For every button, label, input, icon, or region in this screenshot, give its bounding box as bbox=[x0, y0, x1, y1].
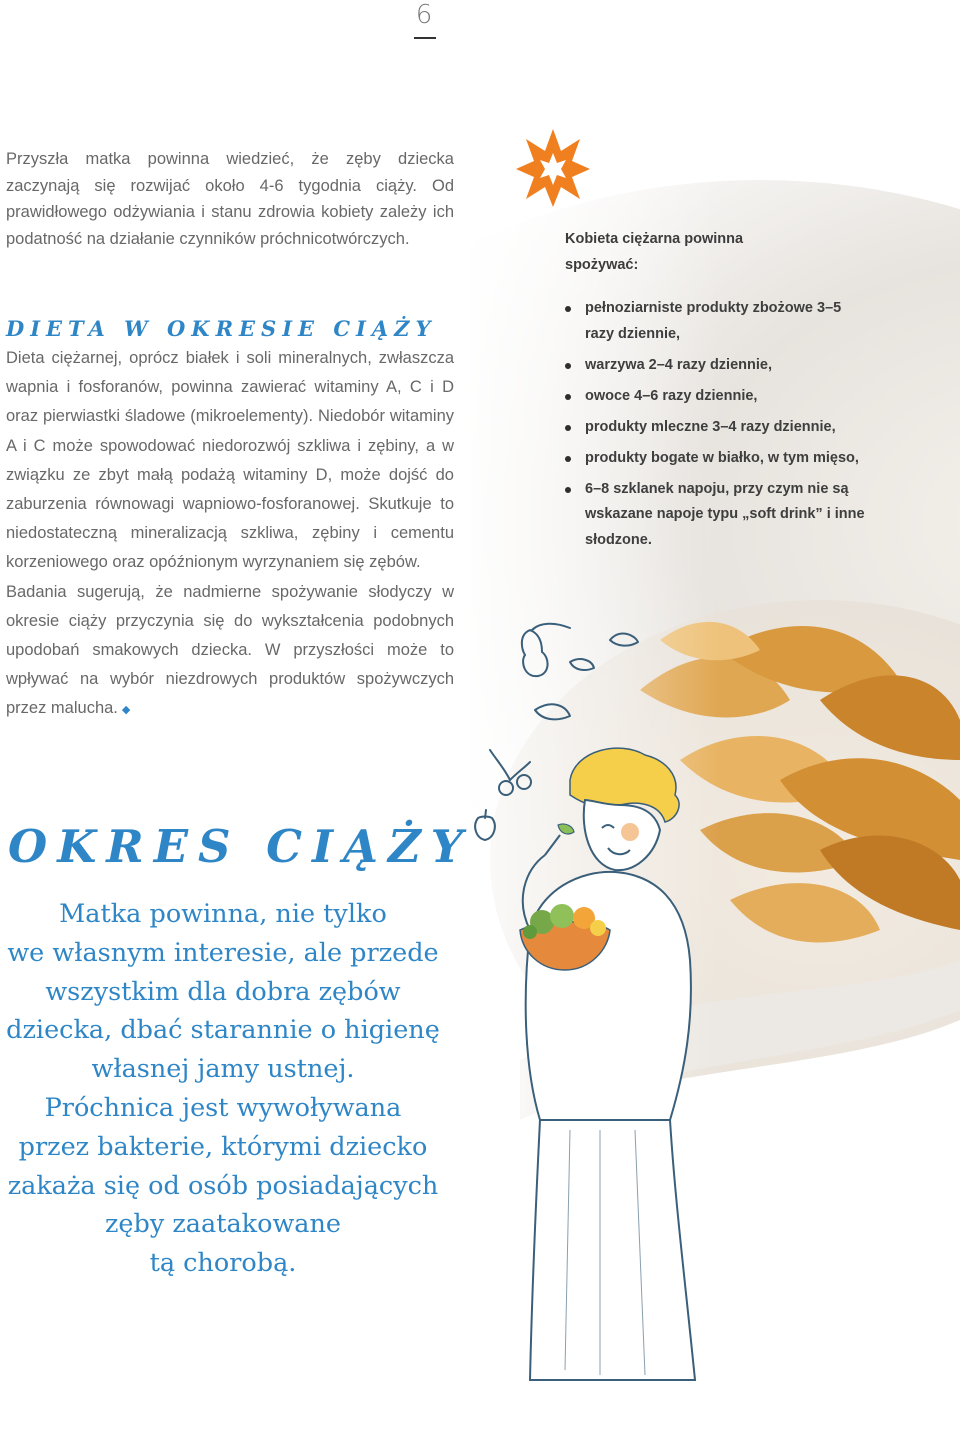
leaf-icon bbox=[570, 659, 594, 670]
quote-line: zęby zaatakowane bbox=[105, 1209, 341, 1240]
section-heading-diet: DIETA W OKRESIE CIĄŻY bbox=[6, 316, 437, 341]
list-item-text: owoce 4–6 razy dziennie, bbox=[585, 387, 758, 404]
diet-paragraph-text: Badania sugerują, że nadmierne spożywanie słodyczy w okresie ciąży przyczynia się do wykształcenia podobnych upodobań smakowych dziecka. W przyszłości może to wpływać na wybór niezdrowych produktów spożywczych przez malucha. bbox=[6, 582, 454, 718]
list-item bbox=[565, 296, 865, 347]
recommendations-panel bbox=[565, 226, 865, 559]
list-item bbox=[565, 353, 865, 379]
quote-line: własnej jamy ustnej. bbox=[91, 1054, 355, 1085]
page-number-rule bbox=[414, 37, 436, 39]
list-item bbox=[565, 477, 865, 554]
list-item bbox=[565, 384, 865, 410]
pregnant-woman-illustration bbox=[470, 600, 700, 1420]
recommendations-list bbox=[565, 296, 865, 553]
quote-line: przez bakterie, którymi dziecko bbox=[18, 1131, 428, 1162]
bullet-icon bbox=[565, 456, 571, 462]
quote-line: zakaża się od osób posiadających bbox=[7, 1170, 439, 1201]
body bbox=[526, 872, 691, 1120]
quote-line: dziecka, dbać starannie o higienę bbox=[6, 1015, 440, 1046]
feature-title: OKRES CIĄŻY bbox=[8, 820, 473, 873]
star-burst-icon bbox=[514, 127, 592, 209]
feature-quote bbox=[0, 895, 446, 1283]
page-number: 6 bbox=[415, 0, 433, 30]
apple-icon bbox=[475, 817, 495, 841]
list-item bbox=[565, 446, 865, 472]
list-item-text: pełnoziarniste produkty zbożowe 3–5 razy dziennie, bbox=[585, 300, 842, 342]
quote-line: Matka powinna, nie tylko bbox=[59, 899, 387, 929]
list-item-text: 6–8 szklanek napoju, przy czym nie są wskazane napoje typu „soft drink” i inne słodzone. bbox=[585, 480, 865, 548]
diet-paragraph bbox=[6, 578, 454, 726]
pear-icon bbox=[522, 630, 548, 676]
list-item bbox=[565, 415, 865, 441]
bullet-icon bbox=[565, 487, 571, 493]
bullet-icon bbox=[565, 306, 571, 312]
diet-paragraph: Dieta ciężarnej, oprócz białek i soli mineralnych, zwłaszcza wapnia i fosforanów, powinna zawierać witaminy A, C i D oraz pierwiastki śladowe (mikroelementy). Niedobór witaminy A i C może spowodować niedorozwój szkliwa i zębiny, a w związku ze zbyt małą podażą witaminy D, może dojść do zaburzenia równowagi wapniowo-fosforanowej. Skutkuje to niedostateczną mineralizacją szkliwa, zębiny i cementu korzeniowego oraz opóźnionym wyrzynaniem się zębów. bbox=[6, 349, 454, 572]
quote-line: tą chorobą. bbox=[149, 1248, 297, 1279]
list-item-text: produkty bogate w białko, w tym mięso, bbox=[585, 449, 859, 466]
leaf-icon bbox=[535, 704, 570, 719]
quote-line: Próchnica jest wywoływana bbox=[44, 1092, 402, 1123]
end-diamond-icon: ◆ bbox=[121, 704, 131, 717]
list-item-text: produkty mleczne 3–4 razy dziennie, bbox=[585, 418, 836, 435]
list-item-text: warzywa 2–4 razy dziennie, bbox=[585, 356, 772, 373]
recommendations-title: Kobieta ciężarna powinna spożywać: bbox=[565, 231, 744, 273]
quote-line: wszystkim dla dobra zębów bbox=[45, 976, 401, 1007]
quote-line: we własnym interesie, ale przede bbox=[7, 937, 439, 968]
intro-paragraph: Przyszła matka powinna wiedzieć, że zęby dziecka zaczynają się rozwijać około 4-6 tygodnia ciąży. Od prawidłowego odżywiania i stanu zdrowia kobiety zależy ich podatność na działanie czynników próchnicotwórczych. bbox=[6, 150, 454, 248]
bullet-icon bbox=[565, 363, 571, 369]
bullet-icon bbox=[565, 425, 571, 431]
skirt bbox=[530, 1120, 695, 1380]
diet-section-body bbox=[6, 344, 454, 726]
leaf-icon bbox=[610, 634, 638, 646]
bullet-icon bbox=[565, 394, 571, 400]
